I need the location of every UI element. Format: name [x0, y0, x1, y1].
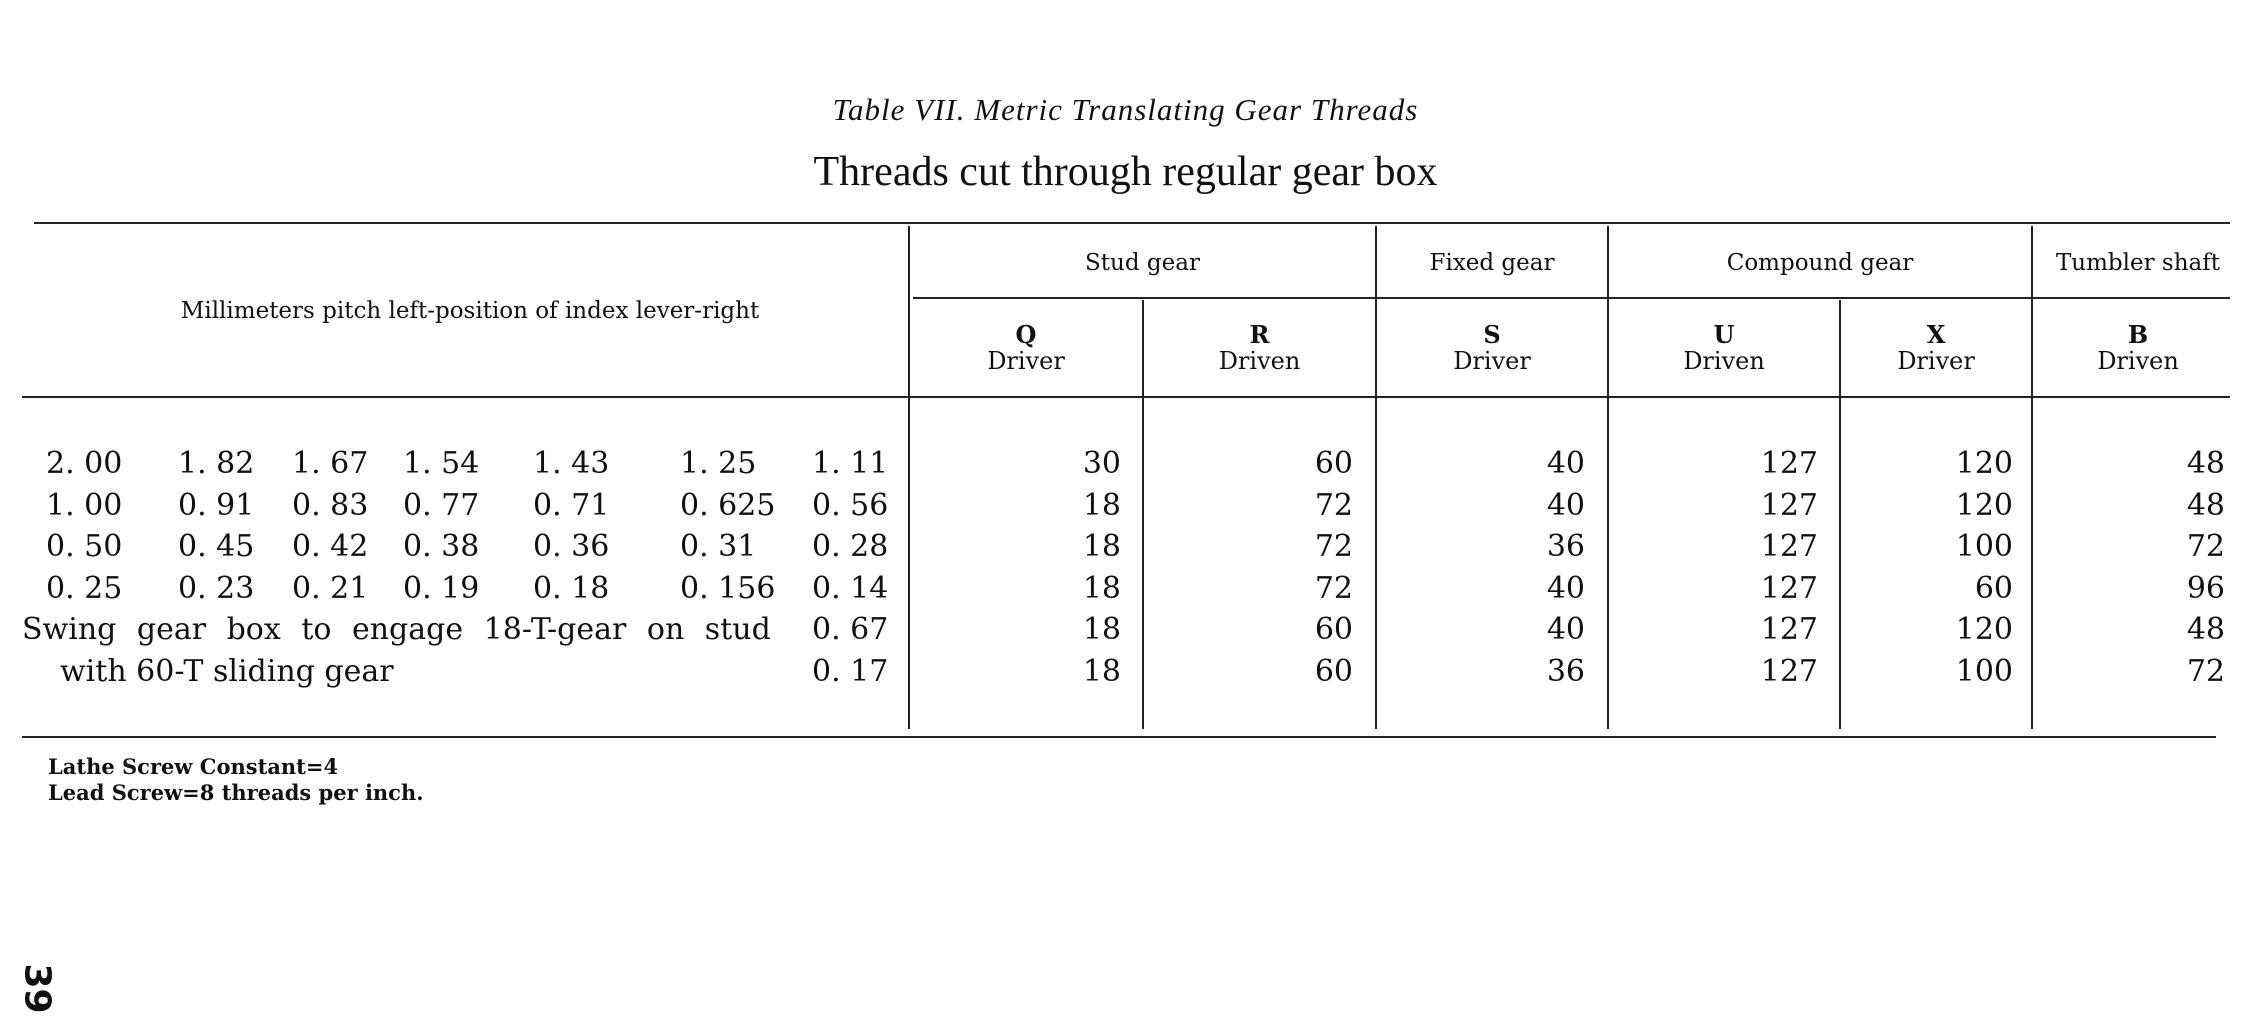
gear-cell: 127	[1760, 653, 1818, 689]
gear-cell: 48	[2186, 446, 2225, 481]
gear-cell: 40	[1546, 612, 1585, 647]
tumbler-shaft-header: Tumbler shaft	[2055, 250, 2221, 276]
gear-cell: 72	[1314, 487, 1353, 523]
top-rule	[34, 222, 2230, 224]
col-divider-fixed-compound	[1607, 226, 1609, 729]
fixed-gear-header: Fixed gear	[1429, 250, 1555, 276]
pitch-cell: 0. 83	[292, 487, 369, 523]
col-header-u: U Driven	[1683, 320, 1765, 375]
col-header-s: S Driver	[1453, 320, 1531, 375]
col-header-r: R Driven	[1218, 320, 1301, 375]
gear-cell: 127	[1760, 570, 1818, 606]
pitch-cell: 1. 00	[46, 487, 123, 523]
pitch-cell: 1. 25	[680, 446, 757, 481]
col-divider-pitch	[908, 226, 910, 729]
pitch-cell: 0. 77	[403, 487, 480, 523]
gear-cell: 60	[1974, 570, 2013, 606]
gear-cell: 60	[1314, 653, 1353, 689]
pitch-cell: 0. 25	[46, 570, 123, 606]
pitch-cell: 0. 42	[292, 529, 369, 564]
gear-cell: 127	[1760, 612, 1818, 647]
gear-cell: 100	[1955, 653, 2013, 689]
gear-cell: 120	[1955, 487, 2013, 523]
swing-note: Swing gear box to engage 18-T-gear on stud	[22, 612, 771, 647]
gear-cell: 18	[1082, 653, 1121, 689]
pitch-cell: 1. 11	[812, 446, 889, 481]
gear-cell: 127	[1760, 446, 1818, 481]
col-header-q: Q Driver	[987, 320, 1065, 375]
pitch-cell: 1. 82	[178, 446, 255, 481]
note-lead-screw: Lead Screw=8 threads per inch.	[48, 780, 424, 805]
bottom-rule	[22, 736, 2216, 738]
pitch-cell: 0. 17	[812, 653, 889, 689]
swing-note: with 60-T sliding gear	[60, 653, 394, 689]
col-divider-stud-fixed	[1375, 226, 1377, 729]
gear-cell: 18	[1082, 529, 1121, 564]
pitch-cell: 0. 28	[812, 529, 889, 564]
gear-cell: 18	[1082, 570, 1121, 606]
gear-cell: 100	[1955, 529, 2013, 564]
gear-cell: 48	[2186, 487, 2225, 523]
col-divider-compound-tumbler	[2031, 226, 2033, 729]
gear-cell: 40	[1546, 570, 1585, 606]
pitch-cell: 0. 19	[403, 570, 480, 606]
table-subtitle: Threads cut through regular gear box	[813, 149, 1438, 195]
gear-cell: 72	[2186, 529, 2225, 564]
pitch-cell: 0. 91	[178, 487, 255, 523]
pitch-cell: 0. 71	[533, 487, 610, 523]
gear-cell: 48	[2186, 612, 2225, 647]
gear-cell: 72	[1314, 529, 1353, 564]
gear-cell: 127	[1760, 487, 1818, 523]
col-header-b: B Driven	[2097, 320, 2179, 375]
page-number: 39	[16, 963, 58, 1014]
gear-cell: 72	[2186, 653, 2225, 689]
gear-cell: 40	[1546, 487, 1585, 523]
pitch-cell: 0. 21	[292, 570, 369, 606]
pitch-cell: 0. 67	[812, 612, 889, 647]
gear-cell: 127	[1760, 529, 1818, 564]
gear-cell: 18	[1082, 487, 1121, 523]
header-bottom-rule	[22, 396, 2230, 398]
table-caption: Table VII. Metric Translating Gear Threads	[832, 92, 1419, 127]
pitch-cell: 0. 18	[533, 570, 610, 606]
stud-gear-header: Stud gear	[1085, 250, 1200, 276]
pitch-cell: 0. 625	[680, 487, 776, 523]
pitch-cell: 0. 38	[403, 529, 480, 564]
gear-cell: 60	[1314, 446, 1353, 481]
pitch-cell: 0. 56	[812, 487, 889, 523]
pitch-cell: 0. 23	[178, 570, 255, 606]
pitch-cell: 0. 31	[680, 529, 757, 564]
gear-cell: 36	[1546, 529, 1585, 564]
gear-cell: 40	[1546, 446, 1585, 481]
pitch-cell: 1. 43	[533, 446, 610, 481]
pitch-cell: 0. 14	[812, 570, 889, 606]
note-screw-constant: Lathe Screw Constant=4	[48, 754, 339, 779]
gear-cell: 30	[1082, 446, 1121, 481]
pitch-cell: 0. 45	[178, 529, 255, 564]
compound-gear-header: Compound gear	[1726, 250, 1914, 276]
gear-cell: 18	[1082, 612, 1121, 647]
pitch-cell: 1. 54	[403, 446, 480, 481]
gear-cell: 96	[2186, 570, 2225, 606]
pitch-cell: 0. 36	[533, 529, 610, 564]
gear-cell: 72	[1314, 570, 1353, 606]
pitch-header: Millimeters pitch left-position of index lever-right	[180, 298, 760, 324]
gear-cell: 36	[1546, 653, 1585, 689]
gear-cell: 120	[1955, 446, 2013, 481]
gear-cell: 60	[1314, 612, 1353, 647]
pitch-cell: 0. 156	[680, 570, 776, 606]
pitch-cell: 1. 67	[292, 446, 369, 481]
pitch-cell: 2. 00	[46, 446, 123, 481]
pitch-cell: 0. 50	[46, 529, 123, 564]
gear-cell: 120	[1955, 612, 2013, 647]
col-header-x: X Driver	[1897, 320, 1975, 375]
